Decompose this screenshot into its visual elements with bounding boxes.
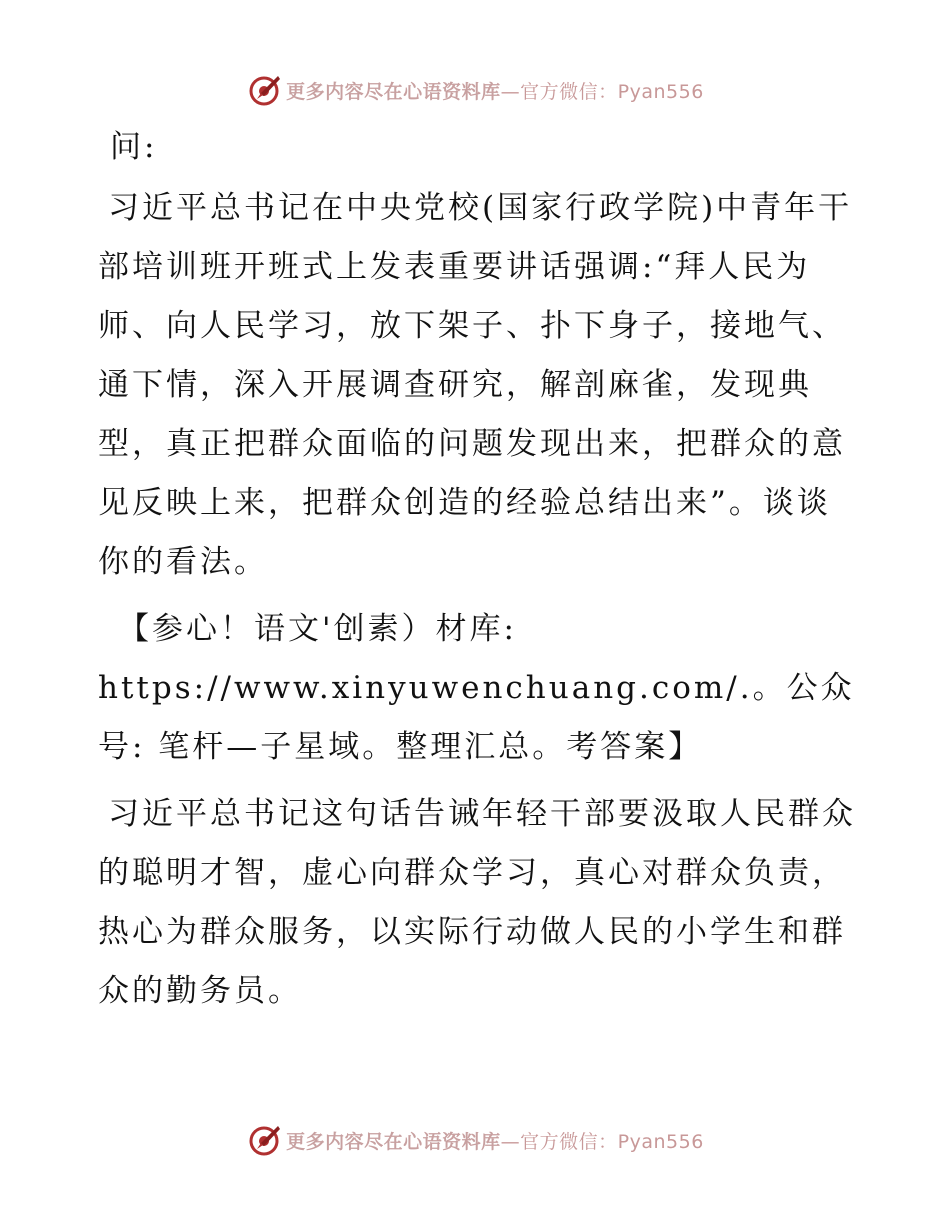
footer-watermark <box>0 1120 950 1160</box>
quill-logo-icon <box>246 72 282 108</box>
question-text: 习近平总书记在中央党校(国家行政学院)中青年干部培训班开班式上发表重要讲话强调:“拜人民为师、向人民学习，放下架子、扑下身子，接地气、通下情，深入开展调查研究，解剖麻雀，发现典型，真正把群众面临的问题发现出来，把群众的意见反映上来，把群众创造的经验总结出来”。谈谈你的看法。 <box>98 190 853 580</box>
question-label: 问: <box>110 129 158 165</box>
header-contact-text: —官方微信：Pyan556 <box>500 80 704 103</box>
answer-text: 习近平总书记这句话告诫年轻干部要汲取人民群众的聪明才智，虚心向群众学习，真心对群众负责，热心为群众服务，以实际行动做人民的小学生和群众的勤务员。 <box>98 796 856 1009</box>
footer-watermark-text: 更多内容尽在心语资料库 <box>286 1130 501 1153</box>
header-watermark <box>0 70 950 110</box>
header-watermark-text: 更多内容尽在心语资料库 <box>286 80 501 103</box>
reference-note: 【参心！语文'创素）材库: https://www.xinyuwenchuang.com/.。公众号: 笔杆—子星域。整理汇总。考答案】 <box>98 611 855 765</box>
document-body <box>98 118 858 1021</box>
quill-logo-icon <box>246 1122 282 1158</box>
footer-contact-text: —官方微信：Pyan556 <box>500 1130 704 1153</box>
